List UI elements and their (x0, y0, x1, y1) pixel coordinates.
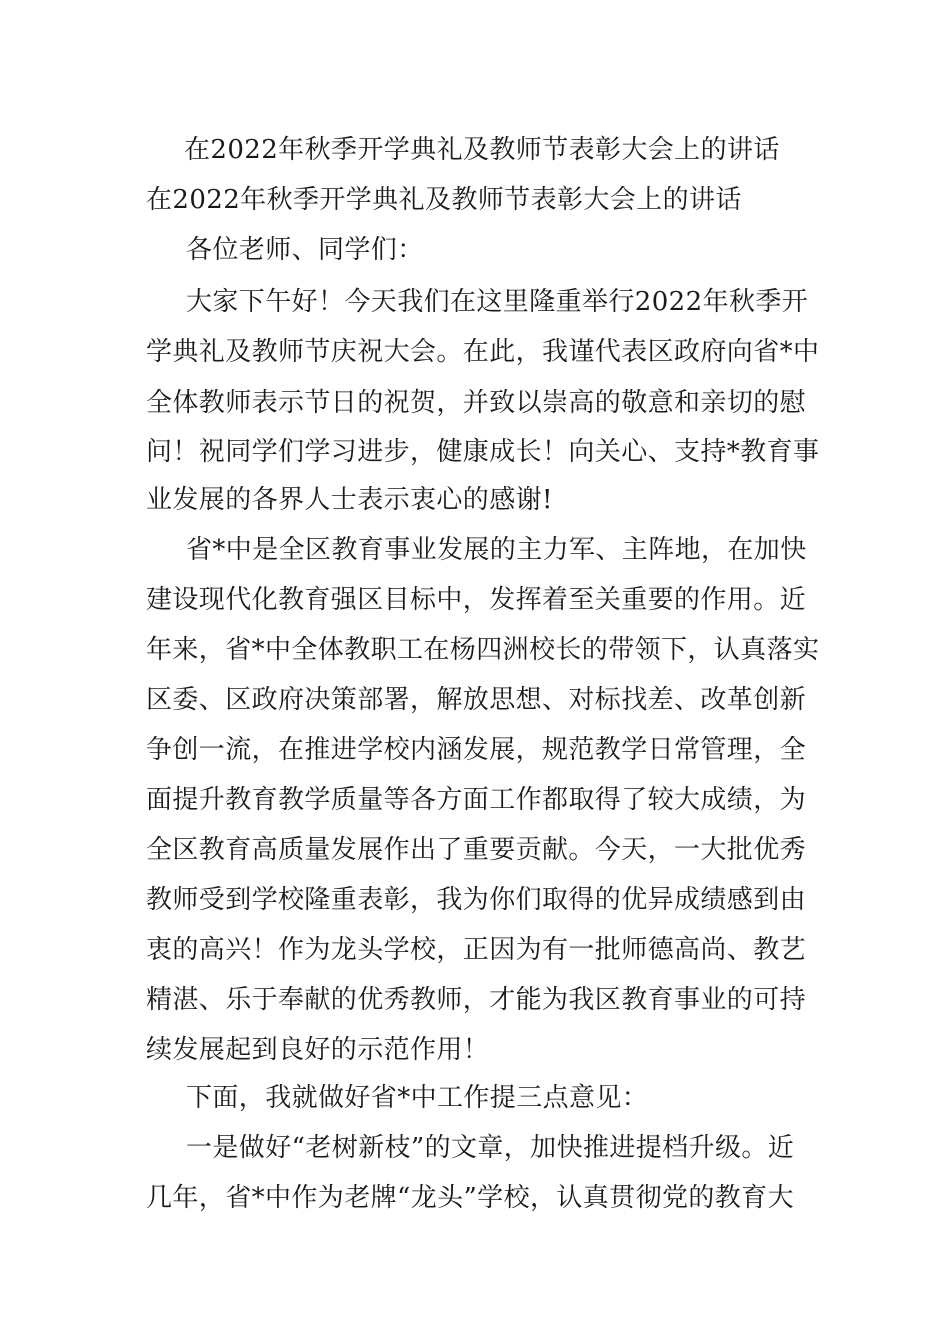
paragraph-4-line: 几年，省*中作为老牌“龙头”学校，认真贯彻党的教育大 (146, 1183, 794, 1213)
paragraph-1-line: 大家下午好！今天我们在这里隆重举行2022年秋季开 (186, 287, 809, 317)
paragraph-2-line: 争创一流，在推进学校内涵发展，规范教学日常管理，全 (146, 735, 807, 765)
paragraph-2-line: 年来，省*中全体教职工在杨四洲校长的带领下，认真落实 (146, 635, 820, 665)
paragraph-2-line: 面提升教育教学质量等各方面工作都取得了较大成绩，为 (146, 785, 807, 815)
document-title: 在2022年秋季开学典礼及教师节表彰大会上的讲话 (184, 135, 780, 165)
document-title-repeat: 在2022年秋季开学典礼及教师节表彰大会上的讲话 (146, 185, 742, 215)
paragraph-2-line: 全区教育高质量发展作出了重要贡献。今天，一大批优秀 (146, 835, 807, 865)
paragraph-1-line: 问！祝同学们学习进步，健康成长！向关心、支持*教育事 (146, 437, 820, 467)
paragraph-2-line: 教师受到学校隆重表彰，我为你们取得的优异成绩感到由 (146, 885, 807, 915)
paragraph-2-line: 省*中是全区教育事业发展的主力军、主阵地，在加快 (186, 535, 807, 565)
paragraph-4-line: 一是做好“老树新枝”的文章，加快推进提档升级。近 (186, 1133, 795, 1163)
paragraph-2-line: 续发展起到良好的示范作用！ (146, 1035, 490, 1065)
salutation: 各位老师、同学们： (186, 235, 424, 265)
paragraph-3: 下面，我就做好省*中工作提三点意见： (186, 1083, 649, 1113)
paragraph-2-line: 区委、区政府决策部署，解放思想、对标找差、改革创新 (146, 685, 807, 715)
paragraph-2-line: 精湛、乐于奉献的优秀教师，才能为我区教育事业的可持 (146, 985, 807, 1015)
paragraph-1-line: 学典礼及教师节庆祝大会。在此，我谨代表区政府向省*中 (146, 337, 820, 367)
paragraph-2-line: 衷的高兴！作为龙头学校，正因为有一批师德高尚、教艺 (146, 935, 807, 965)
paragraph-1-line: 业发展的各界人士表示衷心的感谢! (146, 485, 553, 515)
paragraph-2-line: 建设现代化教育强区目标中，发挥着至关重要的作用。近 (146, 585, 807, 615)
paragraph-1-line: 全体教师表示节日的祝贺，并致以崇高的敬意和亲切的慰 (146, 388, 807, 418)
